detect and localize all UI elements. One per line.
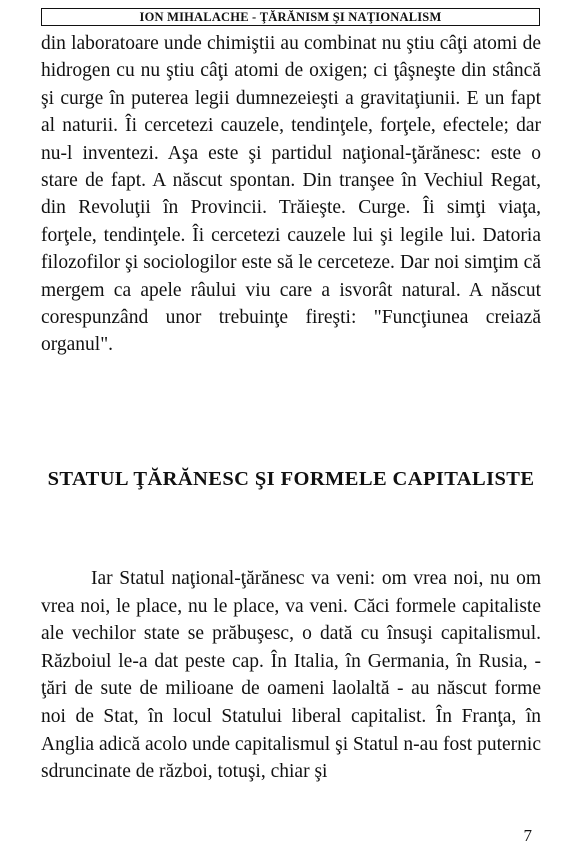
body-paragraph-1: din laboratoare unde chimiştii au combinat nu ştiu câţi atomi de hidrogen cu nu ştiu câţi atomi de oxigen; ci ţâşneşte din stâncă şi curge în puterea legii dumnezeieşti a gravitaţiunii. E un fapt al naturii. Îi cercetezi cauzele, tendinţele, forţele, efectele; dar nu-l inventezi. Aşa este şi partidul naţional-ţărănesc: este o stare de fapt. A născut spontan. Din tranşee în Vechiul Regat, din Revoluţii în Provincii. Trăieşte. Curge. Îi simţi viaţa, forţele, tendinţele. Îi cercetezi cauzele lui şi legile lui. Datoria filozofilor şi sociologilor este să le cerceteze. Dar noi simţim că mergem ca apele râului viu care a isvorât natural. A născut corespunzând unor trebuinţe fireşti: "Funcţiunea creiază organul". bbox=[41, 33, 541, 356]
body-paragraph-2: Iar Statul naţional-ţărănesc va veni: om vrea noi, nu om vrea noi, le place, nu le place, va veni. Căci formele capitaliste ale vechilor state se prăbuşesc, o dată cu însuşi capitalismul. Războiul le-a dat peste cap. În Italia, în Germania, în Rusia, - ţări de sute de milioane de oameni laolaltă - au născut forme noi de Stat, în locul Statului liberal capitalist. În Franţa, în Anglia adică acolo unde capitalismul şi Statul n-au fost puternic sdruncinate de război, totuşi, chiar şi bbox=[41, 568, 541, 783]
page-number: 7 bbox=[523, 826, 532, 845]
running-header: ION MIHALACHE - ŢĂRĂNISM ŞI NAŢIONALISM bbox=[41, 8, 540, 26]
section-title: STATUL ŢĂRĂNESC ŞI FORMELE CAPITALISTE bbox=[47, 468, 535, 490]
